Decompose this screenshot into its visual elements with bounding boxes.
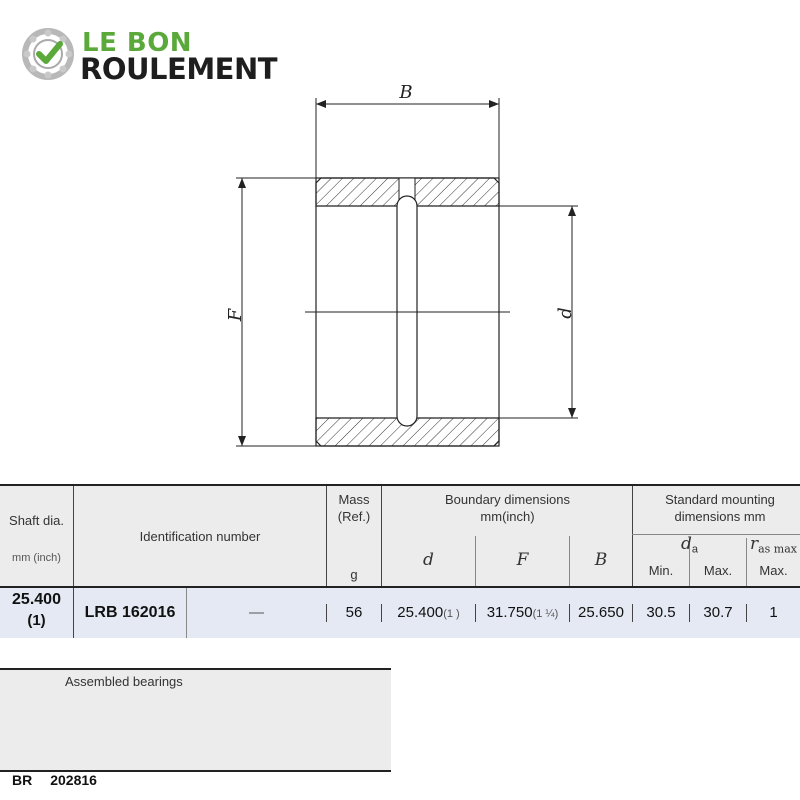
assembled-bearings-panel [0, 668, 391, 772]
header-min: Min. [648, 563, 674, 578]
d-value: 25.400(1 ) [397, 604, 460, 621]
label-f: F [225, 308, 246, 322]
brand-line2: ROULEMENT [80, 52, 278, 86]
identification-alt: — [249, 604, 264, 621]
header-standard-mounting: Standard mounting dimensions mm [665, 492, 775, 524]
header-boundary: Boundary dimensions mm(inch) [444, 492, 571, 524]
footer-code: BR 202816 [12, 772, 97, 788]
identification-number: LRB 162016 [84, 604, 176, 621]
footer-number: 202816 [50, 772, 97, 788]
header-col-d: d [423, 550, 434, 570]
header-mass: Mass (Ref.) [337, 492, 371, 524]
header-max-ras: Max. [759, 563, 788, 578]
header-shaft-dia: Shaft dia. [9, 513, 64, 528]
header-da: $d_a$ [680, 534, 698, 556]
da-min-value: 30.5 [646, 604, 676, 621]
f-value: 31.750(1 ¼) [486, 604, 559, 621]
brand-line1: LE BON [82, 28, 193, 58]
shaft-inch-value: (1) [27, 612, 46, 629]
header-mass-unit: g [350, 567, 358, 582]
header-shaft-units: mm (inch) [12, 552, 61, 564]
table-top-rule [0, 484, 800, 486]
bearing-spec-table [0, 486, 800, 638]
mass-value: 56 [345, 604, 363, 621]
label-d: d [555, 307, 576, 319]
ras-max-value: 1 [769, 604, 778, 621]
label-b: B [399, 82, 413, 103]
header-col-f: F [516, 550, 529, 570]
assembled-bearings-title: Assembled bearings [65, 674, 183, 689]
header-max: Max. [703, 563, 733, 578]
header-col-b: B [594, 550, 608, 570]
b-value: 25.650 [578, 604, 624, 621]
da-max-value: 30.7 [703, 604, 733, 621]
header-ras: $r_{as max}$ [749, 534, 798, 556]
table-header-rule [0, 586, 800, 588]
header-identification: Identification number [139, 529, 261, 544]
shaft-value: 25.400 [12, 591, 61, 608]
